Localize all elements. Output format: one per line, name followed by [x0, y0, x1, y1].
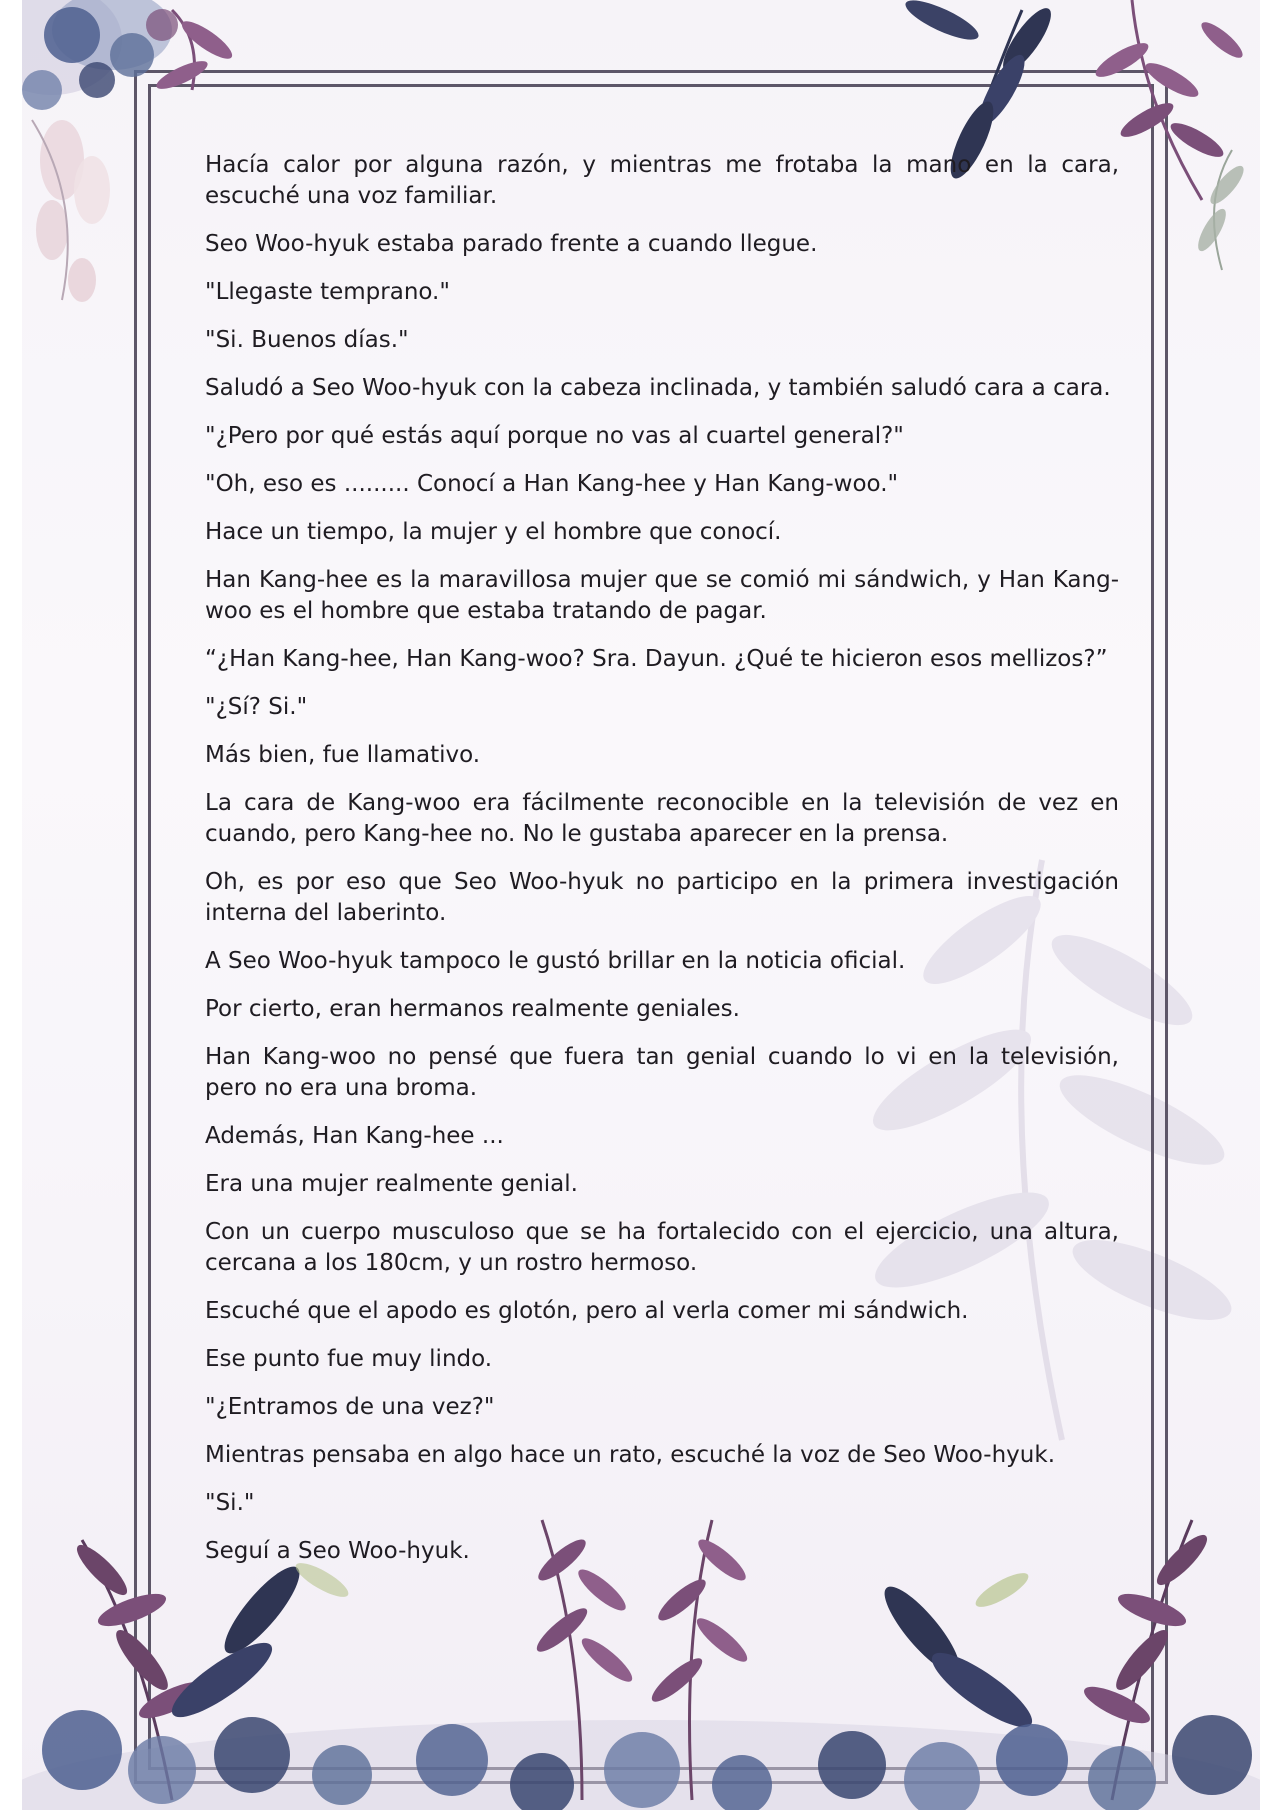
paragraph: "Si. Buenos días." — [205, 327, 409, 353]
paragraph: "¿Entramos de una vez?" — [205, 1394, 495, 1420]
paragraph: Seguí a Seo Woo-hyuk. — [205, 1538, 470, 1564]
paragraph: Por cierto, eran hermanos realmente geniales. — [205, 996, 740, 1022]
document-page — [22, 0, 1260, 1810]
story-text-body — [205, 150, 1119, 1584]
paragraph: Hacía calor por alguna razón, y mientras me frotaba la mano en la cara, escuché una voz familiar. — [205, 152, 1119, 209]
paragraph: Mientras pensaba en algo hace un rato, escuché la voz de Seo Woo-hyuk. — [205, 1442, 1056, 1468]
paragraph: "Oh, eso es ......... Conocí a Han Kang-hee y Han Kang-woo." — [205, 471, 899, 497]
paragraph: "Si." — [205, 1490, 255, 1516]
paragraph: Más bien, fue llamativo. — [205, 742, 481, 768]
paragraph: “¿Han Kang-hee, Han Kang-woo? Sra. Dayun. ¿Qué te hicieron esos mellizos?” — [205, 646, 1108, 672]
paragraph: Hace un tiempo, la mujer y el hombre que conocí. — [205, 519, 782, 545]
paragraph: "Llegaste temprano." — [205, 279, 450, 305]
paragraph: Escuché que el apodo es glotón, pero al verla comer mi sándwich. — [205, 1298, 969, 1324]
paragraph: Han Kang-woo no pensé que fuera tan genial cuando lo vi en la televisión, pero no era una broma. — [205, 1044, 1119, 1101]
paragraph: Con un cuerpo musculoso que se ha fortalecido con el ejercicio, una altura, cercana a los 180cm, y un rostro hermoso. — [205, 1219, 1119, 1276]
paragraph: Seo Woo-hyuk estaba parado frente a cuando llegue. — [205, 231, 818, 257]
paragraph: Han Kang-hee es la maravillosa mujer que se comió mi sándwich, y Han Kang-woo es el hombre que estaba tratando de pagar. — [205, 567, 1119, 624]
paragraph: La cara de Kang-woo era fácilmente reconocible en la televisión de vez en cuando, pero Kang-hee no. No le gustaba aparecer en la prensa. — [205, 790, 1119, 847]
paragraph: Era una mujer realmente genial. — [205, 1171, 578, 1197]
paragraph: "¿Sí? Si." — [205, 694, 308, 720]
paragraph: Además, Han Kang-hee ... — [205, 1123, 504, 1149]
paragraph: "¿Pero por qué estás aquí porque no vas al cuartel general?" — [205, 423, 904, 449]
paragraph: A Seo Woo-hyuk tampoco le gustó brillar en la noticia oficial. — [205, 948, 906, 974]
paragraph: Ese punto fue muy lindo. — [205, 1346, 493, 1372]
paragraph: Saludó a Seo Woo-hyuk con la cabeza inclinada, y también saludó cara a cara. — [205, 375, 1111, 401]
paragraph: Oh, es por eso que Seo Woo-hyuk no participo en la primera investigación interna del laberinto. — [205, 869, 1119, 926]
